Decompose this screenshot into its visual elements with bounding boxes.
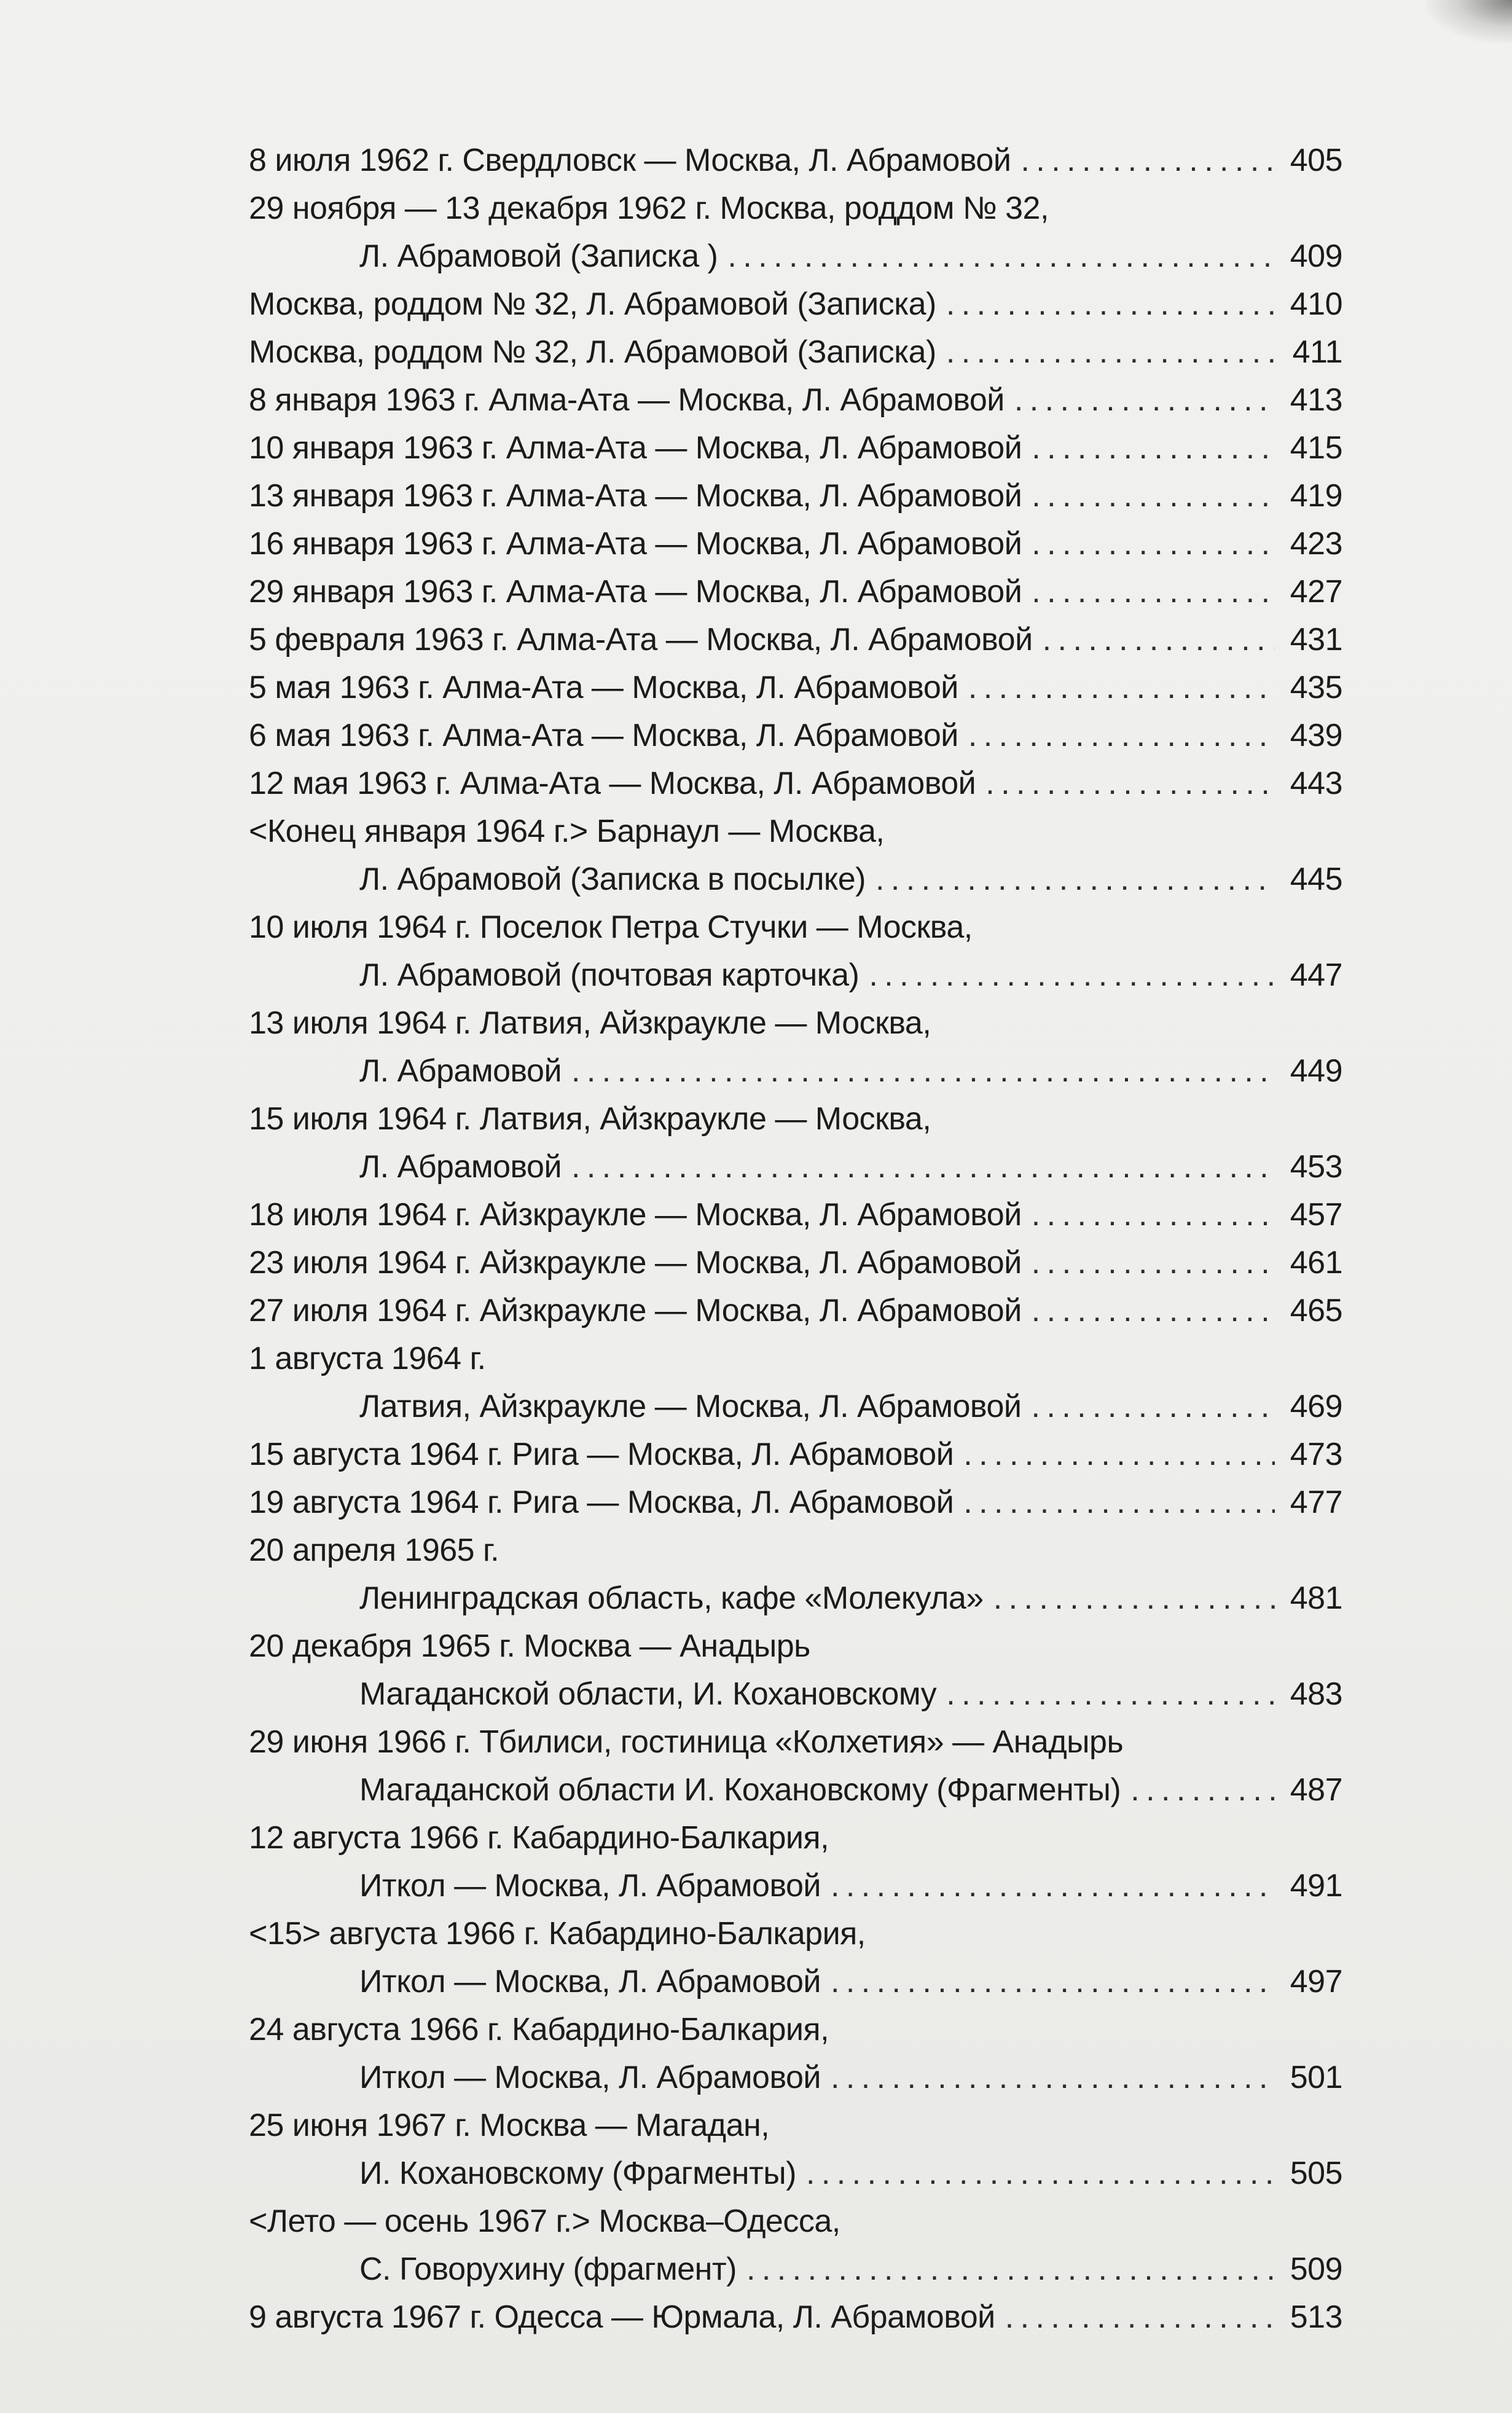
page-number: 509 xyxy=(1290,2251,1342,2287)
toc-entry-continuation xyxy=(249,951,1342,999)
dot-leader xyxy=(1043,616,1275,664)
page-number: 461 xyxy=(1290,1245,1342,1281)
dot-leader xyxy=(831,2054,1275,2101)
toc-entry xyxy=(249,2006,1342,2101)
toc-entry-continuation xyxy=(249,1143,1342,1191)
toc-entry-continuation xyxy=(249,1766,1342,1814)
toc-entry-title xyxy=(249,2006,1342,2054)
toc-entry-title xyxy=(249,1095,1342,1143)
toc-entry-text: 16 января 1963 г. Алма-Ата — Москва, Л. Абрамовой xyxy=(249,526,1022,562)
toc-entry-title xyxy=(249,1191,1342,1239)
toc-entry-text: 5 февраля 1963 г. Алма-Ата — Москва, Л. Абрамовой xyxy=(249,622,1033,657)
table-of-contents xyxy=(249,136,1342,2341)
toc-entry-text: Магаданской области И. Кохановскому (Фрагменты) xyxy=(359,1772,1121,1808)
toc-entry-text: 27 июля 1964 г. Айзкраукле — Москва, Л. Абрамовой xyxy=(249,1293,1022,1328)
toc-entry xyxy=(249,759,1342,807)
page-number: 497 xyxy=(1290,1964,1342,1999)
toc-entry-title xyxy=(249,1239,1342,1287)
toc-entry-continuation xyxy=(249,1383,1342,1430)
toc-entry-text: Л. Абрамовой (Записка ) xyxy=(359,238,718,274)
page-number: 443 xyxy=(1290,766,1342,801)
toc-entry-text: <Лето — осень 1967 г.> Москва–Одесса, xyxy=(249,2203,840,2239)
toc-entry xyxy=(249,1095,1342,1191)
page-number: 465 xyxy=(1290,1293,1342,1328)
dot-leader xyxy=(1032,568,1275,616)
toc-entry-continuation xyxy=(249,1670,1342,1718)
toc-entry xyxy=(249,1910,1342,2006)
toc-entry-title xyxy=(249,664,1342,712)
toc-entry-text: 6 мая 1963 г. Алма-Ата — Москва, Л. Абрамовой xyxy=(249,718,958,753)
toc-entry xyxy=(249,712,1342,759)
toc-entry-continuation xyxy=(249,1862,1342,1910)
page-number: 501 xyxy=(1290,2060,1342,2095)
dot-leader xyxy=(946,328,1275,376)
toc-entry-text: С. Говорухину (фрагмент) xyxy=(359,2251,737,2287)
toc-entry-text: Латвия, Айзкраукле — Москва, Л. Абрамовой xyxy=(359,1389,1022,1424)
toc-entry-text: Иткол — Москва, Л. Абрамовой xyxy=(359,2060,821,2095)
toc-entry xyxy=(249,1335,1342,1430)
toc-entry xyxy=(249,136,1342,184)
page-number: 449 xyxy=(1290,1053,1342,1089)
dot-leader xyxy=(869,951,1275,999)
toc-entry-title xyxy=(249,712,1342,759)
page-number: 419 xyxy=(1290,478,1342,514)
page-number: 473 xyxy=(1290,1437,1342,1472)
toc-entry-title xyxy=(249,520,1342,568)
page-number: 505 xyxy=(1290,2156,1342,2191)
toc-entry-title xyxy=(249,807,1342,855)
toc-entry xyxy=(249,1239,1342,1287)
dot-leader xyxy=(831,1958,1275,2006)
dot-leader xyxy=(963,1478,1275,1526)
page-number: 410 xyxy=(1290,286,1342,322)
dot-leader xyxy=(727,232,1275,280)
toc-entry-title xyxy=(249,1622,1342,1670)
toc-entry-title xyxy=(249,1335,1342,1383)
toc-entry-text: 15 августа 1964 г. Рига — Москва, Л. Абрамовой xyxy=(249,1437,954,1472)
dot-leader xyxy=(985,759,1275,807)
toc-entry-title xyxy=(249,376,1342,424)
page-number: 469 xyxy=(1290,1389,1342,1424)
dot-leader xyxy=(946,280,1275,328)
toc-entry-text: 25 июня 1967 г. Москва — Магадан, xyxy=(249,2108,770,2143)
page-number: 447 xyxy=(1290,957,1342,993)
page-number: 453 xyxy=(1290,1149,1342,1185)
dot-leader xyxy=(1032,472,1275,520)
toc-entry-text: Магаданской области, И. Кохановскому xyxy=(359,1676,937,1712)
toc-entry xyxy=(249,520,1342,568)
dot-leader xyxy=(1130,1766,1275,1814)
toc-entry xyxy=(249,472,1342,520)
toc-entry-continuation xyxy=(249,2054,1342,2101)
toc-entry xyxy=(249,2293,1342,2341)
toc-entry-continuation xyxy=(249,1574,1342,1622)
dot-leader xyxy=(1005,2293,1275,2341)
toc-entry-text: 9 августа 1967 г. Одесса — Юрмала, Л. Абрамовой xyxy=(249,2299,995,2335)
toc-entry-title xyxy=(249,999,1342,1047)
toc-entry-text: 23 июля 1964 г. Айзкраукле — Москва, Л. Абрамовой xyxy=(249,1245,1022,1281)
dot-leader xyxy=(968,712,1275,759)
page-number: 427 xyxy=(1290,574,1342,610)
toc-entry-text: <Конец января 1964 г.> Барнаул — Москва, xyxy=(249,814,885,849)
toc-entry-text: 12 августа 1966 г. Кабардино-Балкария, xyxy=(249,1820,829,1856)
page-number: 491 xyxy=(1290,1868,1342,1904)
dot-leader xyxy=(1032,424,1275,472)
page-number: 457 xyxy=(1290,1197,1342,1233)
dot-leader xyxy=(1032,520,1275,568)
toc-entry-text: 15 июля 1964 г. Латвия, Айзкраукле — Москва, xyxy=(249,1101,931,1137)
toc-entry-text: Москва, роддом № 32, Л. Абрамовой (Записка) xyxy=(249,334,936,370)
toc-entry xyxy=(249,280,1342,328)
toc-entry-title xyxy=(249,1526,1342,1574)
toc-entry-title xyxy=(249,1814,1342,1862)
toc-entry-title xyxy=(249,2101,1342,2149)
page-number: 487 xyxy=(1290,1772,1342,1808)
dot-leader xyxy=(1014,376,1275,424)
page-corner-shadow xyxy=(1426,0,1512,43)
page-number: 481 xyxy=(1290,1580,1342,1616)
toc-entry-continuation xyxy=(249,2149,1342,2197)
page-number: 445 xyxy=(1290,861,1342,897)
toc-entry xyxy=(249,616,1342,664)
toc-entry-text: 29 января 1963 г. Алма-Ата — Москва, Л. Абрамовой xyxy=(249,574,1022,610)
toc-entry-title xyxy=(249,472,1342,520)
toc-entry xyxy=(249,1430,1342,1478)
page-number: 513 xyxy=(1290,2299,1342,2335)
toc-entry xyxy=(249,1718,1342,1814)
toc-entry xyxy=(249,1526,1342,1622)
toc-entry-continuation xyxy=(249,2245,1342,2293)
page-number: 409 xyxy=(1290,238,1342,274)
toc-entry xyxy=(249,1478,1342,1526)
toc-entry-title xyxy=(249,1430,1342,1478)
toc-entry xyxy=(249,184,1342,280)
toc-entry-text: Л. Абрамовой xyxy=(359,1149,562,1185)
dot-leader xyxy=(1031,1383,1275,1430)
toc-entry xyxy=(249,1814,1342,1910)
toc-entry-text: 13 января 1963 г. Алма-Ата — Москва, Л. Абрамовой xyxy=(249,478,1022,514)
dot-leader xyxy=(746,2245,1275,2293)
toc-entry-text: 1 августа 1964 г. xyxy=(249,1341,486,1376)
page-number: 411 xyxy=(1292,334,1342,370)
toc-entry-title xyxy=(249,1478,1342,1526)
toc-entry-title xyxy=(249,136,1342,184)
toc-entry-continuation xyxy=(249,232,1342,280)
dot-leader xyxy=(571,1143,1275,1191)
toc-entry-text: 29 ноября — 13 декабря 1962 г. Москва, роддом № 32, xyxy=(249,190,1049,226)
dot-leader xyxy=(993,1574,1275,1622)
dot-leader xyxy=(831,1862,1275,1910)
toc-entry-title xyxy=(249,184,1342,232)
toc-entry-text: 12 мая 1963 г. Алма-Ата — Москва, Л. Абрамовой xyxy=(249,766,976,801)
toc-entry-text: 13 июля 1964 г. Латвия, Айзкраукле — Москва, xyxy=(249,1005,931,1041)
toc-entry-title xyxy=(249,328,1342,376)
toc-entry-text: 18 июля 1964 г. Айзкраукле — Москва, Л. Абрамовой xyxy=(249,1197,1022,1233)
toc-entry-text: 24 августа 1966 г. Кабардино-Балкария, xyxy=(249,2012,829,2047)
toc-entry-title xyxy=(249,1287,1342,1335)
toc-entry xyxy=(249,999,1342,1095)
page-number: 483 xyxy=(1290,1676,1342,1712)
page-number: 431 xyxy=(1290,622,1342,657)
toc-entry-text: Л. Абрамовой (почтовая карточка) xyxy=(359,957,860,993)
toc-entry-text: 10 июля 1964 г. Поселок Петра Стучки — Москва, xyxy=(249,909,973,945)
toc-entry xyxy=(249,568,1342,616)
toc-entry-text: 10 января 1963 г. Алма-Ата — Москва, Л. Абрамовой xyxy=(249,430,1022,466)
toc-entry-title xyxy=(249,424,1342,472)
toc-entry xyxy=(249,1287,1342,1335)
toc-entry-text: Иткол — Москва, Л. Абрамовой xyxy=(359,1964,821,1999)
toc-entry-text: 5 мая 1963 г. Алма-Ата — Москва, Л. Абрамовой xyxy=(249,670,958,705)
toc-entry-text: И. Кохановскому (Фрагменты) xyxy=(359,2156,796,2191)
toc-entry-text: <15> августа 1966 г. Кабардино-Балкария, xyxy=(249,1916,866,1952)
toc-entry xyxy=(249,328,1342,376)
dot-leader xyxy=(1020,136,1275,184)
page-number: 415 xyxy=(1290,430,1342,466)
dot-leader xyxy=(1032,1287,1275,1335)
dot-leader xyxy=(875,855,1275,903)
toc-entry-continuation xyxy=(249,855,1342,903)
toc-entry-title xyxy=(249,759,1342,807)
toc-entry-title xyxy=(249,616,1342,664)
toc-entry-title xyxy=(249,903,1342,951)
toc-entry xyxy=(249,664,1342,712)
dot-leader xyxy=(946,1670,1275,1718)
toc-entry-text: Л. Абрамовой (Записка в посылке) xyxy=(359,861,866,897)
toc-entry-text: 29 июня 1966 г. Тбилиси, гостиница «Колхетия» — Анадырь xyxy=(249,1724,1124,1760)
page-number: 439 xyxy=(1290,718,1342,753)
toc-entry-text: 8 июля 1962 г. Свердловск — Москва, Л. Абрамовой xyxy=(249,143,1011,178)
toc-entry xyxy=(249,2101,1342,2197)
page-number: 435 xyxy=(1290,670,1342,705)
page-number: 423 xyxy=(1290,526,1342,562)
toc-entry-title xyxy=(249,2293,1342,2341)
dot-leader xyxy=(806,2149,1275,2197)
toc-entry-continuation xyxy=(249,1047,1342,1095)
toc-entry-title xyxy=(249,2197,1342,2245)
toc-entry xyxy=(249,424,1342,472)
toc-entry xyxy=(249,1622,1342,1718)
page-number: 413 xyxy=(1290,382,1342,418)
toc-entry-text: Л. Абрамовой xyxy=(359,1053,562,1089)
toc-entry-continuation xyxy=(249,1958,1342,2006)
toc-entry xyxy=(249,903,1342,999)
toc-entry-text: 19 августа 1964 г. Рига — Москва, Л. Абрамовой xyxy=(249,1485,954,1520)
dot-leader xyxy=(963,1430,1275,1478)
dot-leader xyxy=(571,1047,1275,1095)
toc-entry xyxy=(249,2197,1342,2293)
toc-entry xyxy=(249,376,1342,424)
page-number: 477 xyxy=(1290,1485,1342,1520)
toc-entry-text: 20 апреля 1965 г. xyxy=(249,1532,499,1568)
toc-entry xyxy=(249,1191,1342,1239)
toc-entry-title xyxy=(249,1910,1342,1958)
toc-entry-title xyxy=(249,280,1342,328)
toc-entry-text: Ленинградская область, кафе «Молекула» xyxy=(359,1580,984,1616)
toc-entry-text: Москва, роддом № 32, Л. Абрамовой (Записка) xyxy=(249,286,936,322)
toc-entry-title xyxy=(249,1718,1342,1766)
page-number: 405 xyxy=(1290,143,1342,178)
toc-entry xyxy=(249,807,1342,903)
dot-leader xyxy=(968,664,1275,712)
toc-entry-title xyxy=(249,568,1342,616)
toc-entry-text: 20 декабря 1965 г. Москва — Анадырь xyxy=(249,1628,810,1664)
toc-entry-text: Иткол — Москва, Л. Абрамовой xyxy=(359,1868,821,1904)
dot-leader xyxy=(1032,1239,1275,1287)
dot-leader xyxy=(1032,1191,1275,1239)
toc-entry-text: 8 января 1963 г. Алма-Ата — Москва, Л. Абрамовой xyxy=(249,382,1005,418)
